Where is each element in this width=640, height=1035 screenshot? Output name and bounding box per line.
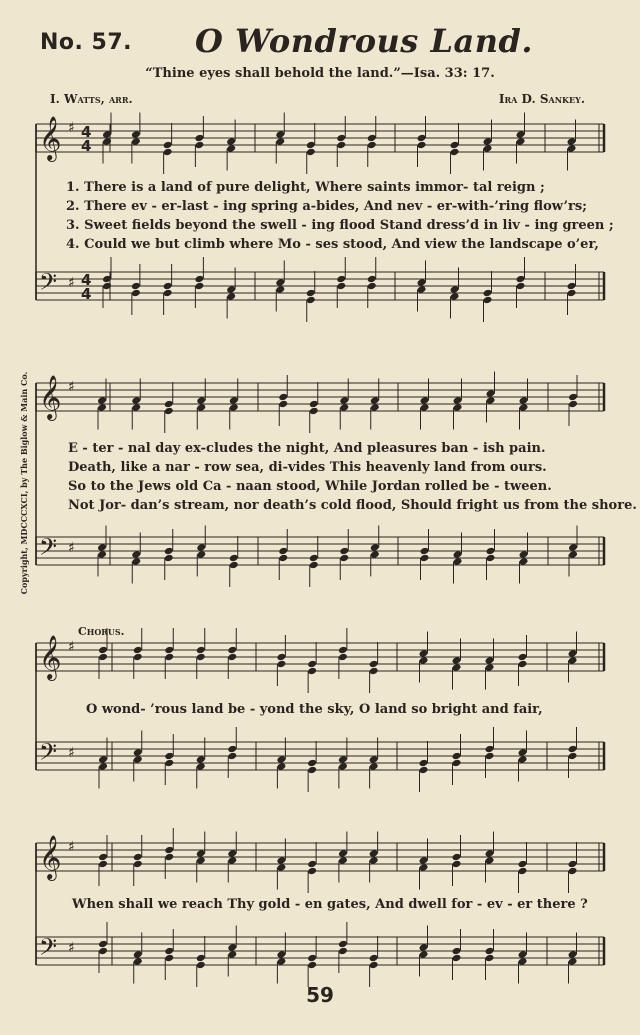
time-signature-top: 4 [81,123,92,141]
note-head [568,950,578,959]
note-head [485,947,495,956]
note-head [131,289,141,298]
scripture-epigraph: “Thine eyes shall behold the land.”—Isa. 33: 17. [145,66,495,81]
note-head [367,282,377,291]
note-head [97,550,107,559]
note-head [196,849,206,858]
note-head [307,860,317,869]
note-head [98,755,108,764]
note-head [227,943,237,952]
chorus-label: Chorus. [78,625,125,638]
note-head [196,856,206,865]
note-head [417,134,427,143]
note-head [338,849,348,858]
note-head [518,867,528,876]
note-head [485,656,495,665]
note-head [131,137,141,146]
sharp-icon: ♯ [68,379,75,395]
note-head [164,653,174,662]
note-head [483,144,493,153]
note-head [307,667,317,676]
note-head [417,278,427,287]
note-head [163,282,173,291]
note-head [227,856,237,865]
note-head [518,660,528,669]
note-head [339,547,349,556]
note-head [336,275,346,284]
note-head [164,954,174,963]
note-head [276,755,286,764]
note-head [196,762,206,771]
note-head [338,856,348,865]
note-head [336,282,346,291]
note-head [229,554,239,563]
note-head [131,282,141,291]
note-head [370,543,380,552]
note-head [452,759,462,768]
note-head [452,663,462,672]
note-head [307,961,317,970]
note-head [275,278,285,287]
note-head [131,403,141,412]
note-head [97,396,107,405]
note-head [338,653,348,662]
note-head [338,947,348,956]
note-head [229,403,239,412]
note-head [307,954,317,963]
note-head [518,860,528,869]
note-head [367,134,377,143]
note-head [196,396,206,405]
note-head [452,860,462,869]
sharp-icon: ♯ [68,275,75,291]
note-head [131,557,141,566]
note-head [420,554,430,563]
note-head [163,141,173,150]
note-head [419,759,429,768]
time-signature-bottom: 4 [81,137,92,155]
sharp-icon: ♯ [68,120,75,136]
hymn-number: No. 57. [40,30,133,55]
note-head [568,860,578,869]
note-head [450,285,460,294]
note-head [196,543,206,552]
note-head [339,403,349,412]
note-head [485,954,495,963]
note-head [278,393,288,402]
note-head [339,554,349,563]
note-head [133,748,143,757]
bass-clef-icon: 𝄢 [39,268,58,301]
note-head [453,396,463,405]
bass-clef-icon: 𝄢 [39,533,58,566]
chorus-lyric-2: When shall we reach Thy gold - en gates, And dwell for - ev - er there ? [72,897,588,912]
note-head [450,148,460,157]
note-head [516,137,526,146]
note-head [164,947,174,956]
sharp-icon: ♯ [68,839,75,855]
note-head [196,961,206,970]
note-head [309,400,319,409]
verse-1-line-2: E - ter - nal day ex-cludes the night, And pleasures ban - ish pain. [68,441,546,456]
note-head [226,285,236,294]
note-head [450,141,460,150]
time-signature-bottom: 4 [81,285,92,303]
note-head [450,292,460,301]
note-head [196,755,206,764]
note-head [518,957,528,966]
note-head [309,407,319,416]
note-head [276,856,286,865]
note-head [568,543,578,552]
note-head [131,130,141,139]
note-head [164,646,174,655]
verse-2-line-2: Death, like a nar - row sea, di-vides This heavenly land from ours. [68,460,547,475]
treble-clef-icon: 𝄞 [39,635,62,679]
note-head [163,148,173,157]
note-head [419,649,429,658]
note-head [276,653,286,662]
treble-clef-icon: 𝄞 [39,835,62,879]
note-head [194,282,204,291]
note-head [568,752,578,761]
note-head [567,282,577,291]
note-head [226,144,236,153]
note-head [568,957,578,966]
verse-4-line-1: 4. Could we but climb where Mo - ses stood, And view the landscape o’er, [66,237,599,252]
note-head [133,860,143,869]
note-head [452,947,462,956]
verse-3-line-2: So to the Jews old Ca - naan stood, While Jordan rolled be - tween. [68,479,552,494]
note-head [519,557,529,566]
note-head [485,663,495,672]
note-head [485,856,495,865]
note-head [483,289,493,298]
note-head [485,849,495,858]
note-head [133,853,143,862]
bass-clef-icon: 𝄢 [39,738,58,771]
note-head [485,752,495,761]
note-head [275,285,285,294]
note-head [98,762,108,771]
note-head [278,547,288,556]
note-head [163,289,173,298]
note-head [229,561,239,570]
note-head [370,396,380,405]
note-head [568,745,578,754]
note-head [276,660,286,669]
note-head [133,957,143,966]
sharp-icon: ♯ [68,745,75,761]
note-head [194,275,204,284]
note-head [567,289,577,298]
note-head [164,407,174,416]
note-head [133,950,143,959]
note-head [131,550,141,559]
note-head [306,141,316,150]
chorus-lyric-1: O wond- ’rous land be - yond the sky, O land so bright and fair, [86,702,543,717]
note-head [336,141,346,150]
note-head [519,396,529,405]
note-head [98,947,108,956]
note-head [276,957,286,966]
note-head [516,130,526,139]
note-head [196,653,206,662]
note-head [227,752,237,761]
note-head [276,762,286,771]
note-head [419,943,429,952]
note-head [419,766,429,775]
verse-2-line-1: 2. There ev - er-last - ing spring a-bides, And nev - er-with-’ring flow’rs; [66,199,587,214]
note-head [278,554,288,563]
note-head [133,653,143,662]
note-head [227,646,237,655]
note-head [485,745,495,754]
note-head [133,755,143,764]
note-head [453,557,463,566]
note-head [369,961,379,970]
note-head [275,137,285,146]
note-head [227,950,237,959]
verse-3-line-1: 3. Sweet fields beyond the swell - ing flood Stand dress’d in liv - ing green ; [66,218,614,233]
note-head [164,554,174,563]
note-head [452,656,462,665]
note-head [568,867,578,876]
note-head [278,400,288,409]
note-head [338,940,348,949]
note-head [453,550,463,559]
note-head [417,285,427,294]
sharp-icon: ♯ [68,940,75,956]
note-head [568,400,578,409]
page-number: 59 [306,983,334,1007]
note-head [486,396,496,405]
note-head [567,144,577,153]
note-head [164,752,174,761]
note-head [98,860,108,869]
note-head [370,403,380,412]
note-head [419,856,429,865]
note-head [164,853,174,862]
lyricist-credit: I. Watts, arr. [50,92,133,106]
note-head [306,296,316,305]
note-head [370,550,380,559]
note-head [131,396,141,405]
note-head [196,550,206,559]
note-head [452,752,462,761]
note-head [419,656,429,665]
note-head [196,403,206,412]
note-head [226,137,236,146]
note-head [98,653,108,662]
note-head [97,403,107,412]
note-head [452,954,462,963]
note-head [420,396,430,405]
copyright-notice: Copyright, MDCCCXCI, by The Biglow & Main Co. [19,371,29,595]
note-head [307,759,317,768]
note-head [369,849,379,858]
note-head [369,660,379,669]
note-head [369,762,379,771]
verse-4-line-2: Not Jor- dan’s stream, nor death’s cold flood, Should fright us from the shore. [68,498,637,513]
note-head [338,762,348,771]
note-head [227,653,237,662]
note-head [486,389,496,398]
note-head [518,755,528,764]
note-head [369,667,379,676]
hymn-title: O Wondrous Land. [195,22,533,60]
note-head [367,275,377,284]
note-head [567,137,577,146]
note-head [420,403,430,412]
note-head [164,547,174,556]
note-head [306,289,316,298]
note-head [568,393,578,402]
note-head [309,554,319,563]
note-head [194,134,204,143]
note-head [229,396,239,405]
treble-clef-icon: 𝄞 [39,375,62,419]
note-head [483,137,493,146]
note-head [519,403,529,412]
note-head [98,646,108,655]
note-head [227,849,237,858]
note-head [164,759,174,768]
note-head [516,275,526,284]
note-head [568,649,578,658]
note-head [276,863,286,872]
note-head [420,547,430,556]
note-head [568,550,578,559]
note-head [194,141,204,150]
note-head [306,148,316,157]
treble-clef-icon: 𝄞 [39,116,62,160]
note-head [369,954,379,963]
note-head [339,396,349,405]
note-head [276,950,286,959]
note-head [417,141,427,150]
note-head [97,543,107,552]
note-head [419,950,429,959]
note-head [164,846,174,855]
note-head [568,656,578,665]
note-head [486,547,496,556]
sharp-icon: ♯ [68,639,75,655]
note-head [307,660,317,669]
bass-clef-icon: 𝄢 [39,933,58,966]
note-head [196,954,206,963]
note-head [419,863,429,872]
note-head [369,755,379,764]
note-head [486,554,496,563]
note-head [98,853,108,862]
note-head [483,296,493,305]
note-head [309,561,319,570]
note-head [307,867,317,876]
note-head [518,950,528,959]
sharp-icon: ♯ [68,540,75,556]
note-head [133,646,143,655]
note-head [453,403,463,412]
note-head [518,653,528,662]
note-head [164,400,174,409]
note-head [275,130,285,139]
note-head [518,748,528,757]
note-head [452,853,462,862]
note-head [338,755,348,764]
note-head [338,646,348,655]
note-head [226,292,236,301]
note-head [367,141,377,150]
verse-1-line-1: 1. There is a land of pure delight, Where saints immor- tal reign ; [66,180,545,195]
note-head [369,856,379,865]
note-head [516,282,526,291]
time-signature-top: 4 [81,271,92,289]
note-head [307,766,317,775]
note-head [336,134,346,143]
note-head [227,745,237,754]
note-head [196,646,206,655]
note-head [519,550,529,559]
composer-credit: Ira D. Sankey. [498,92,585,106]
note-head [98,940,108,949]
